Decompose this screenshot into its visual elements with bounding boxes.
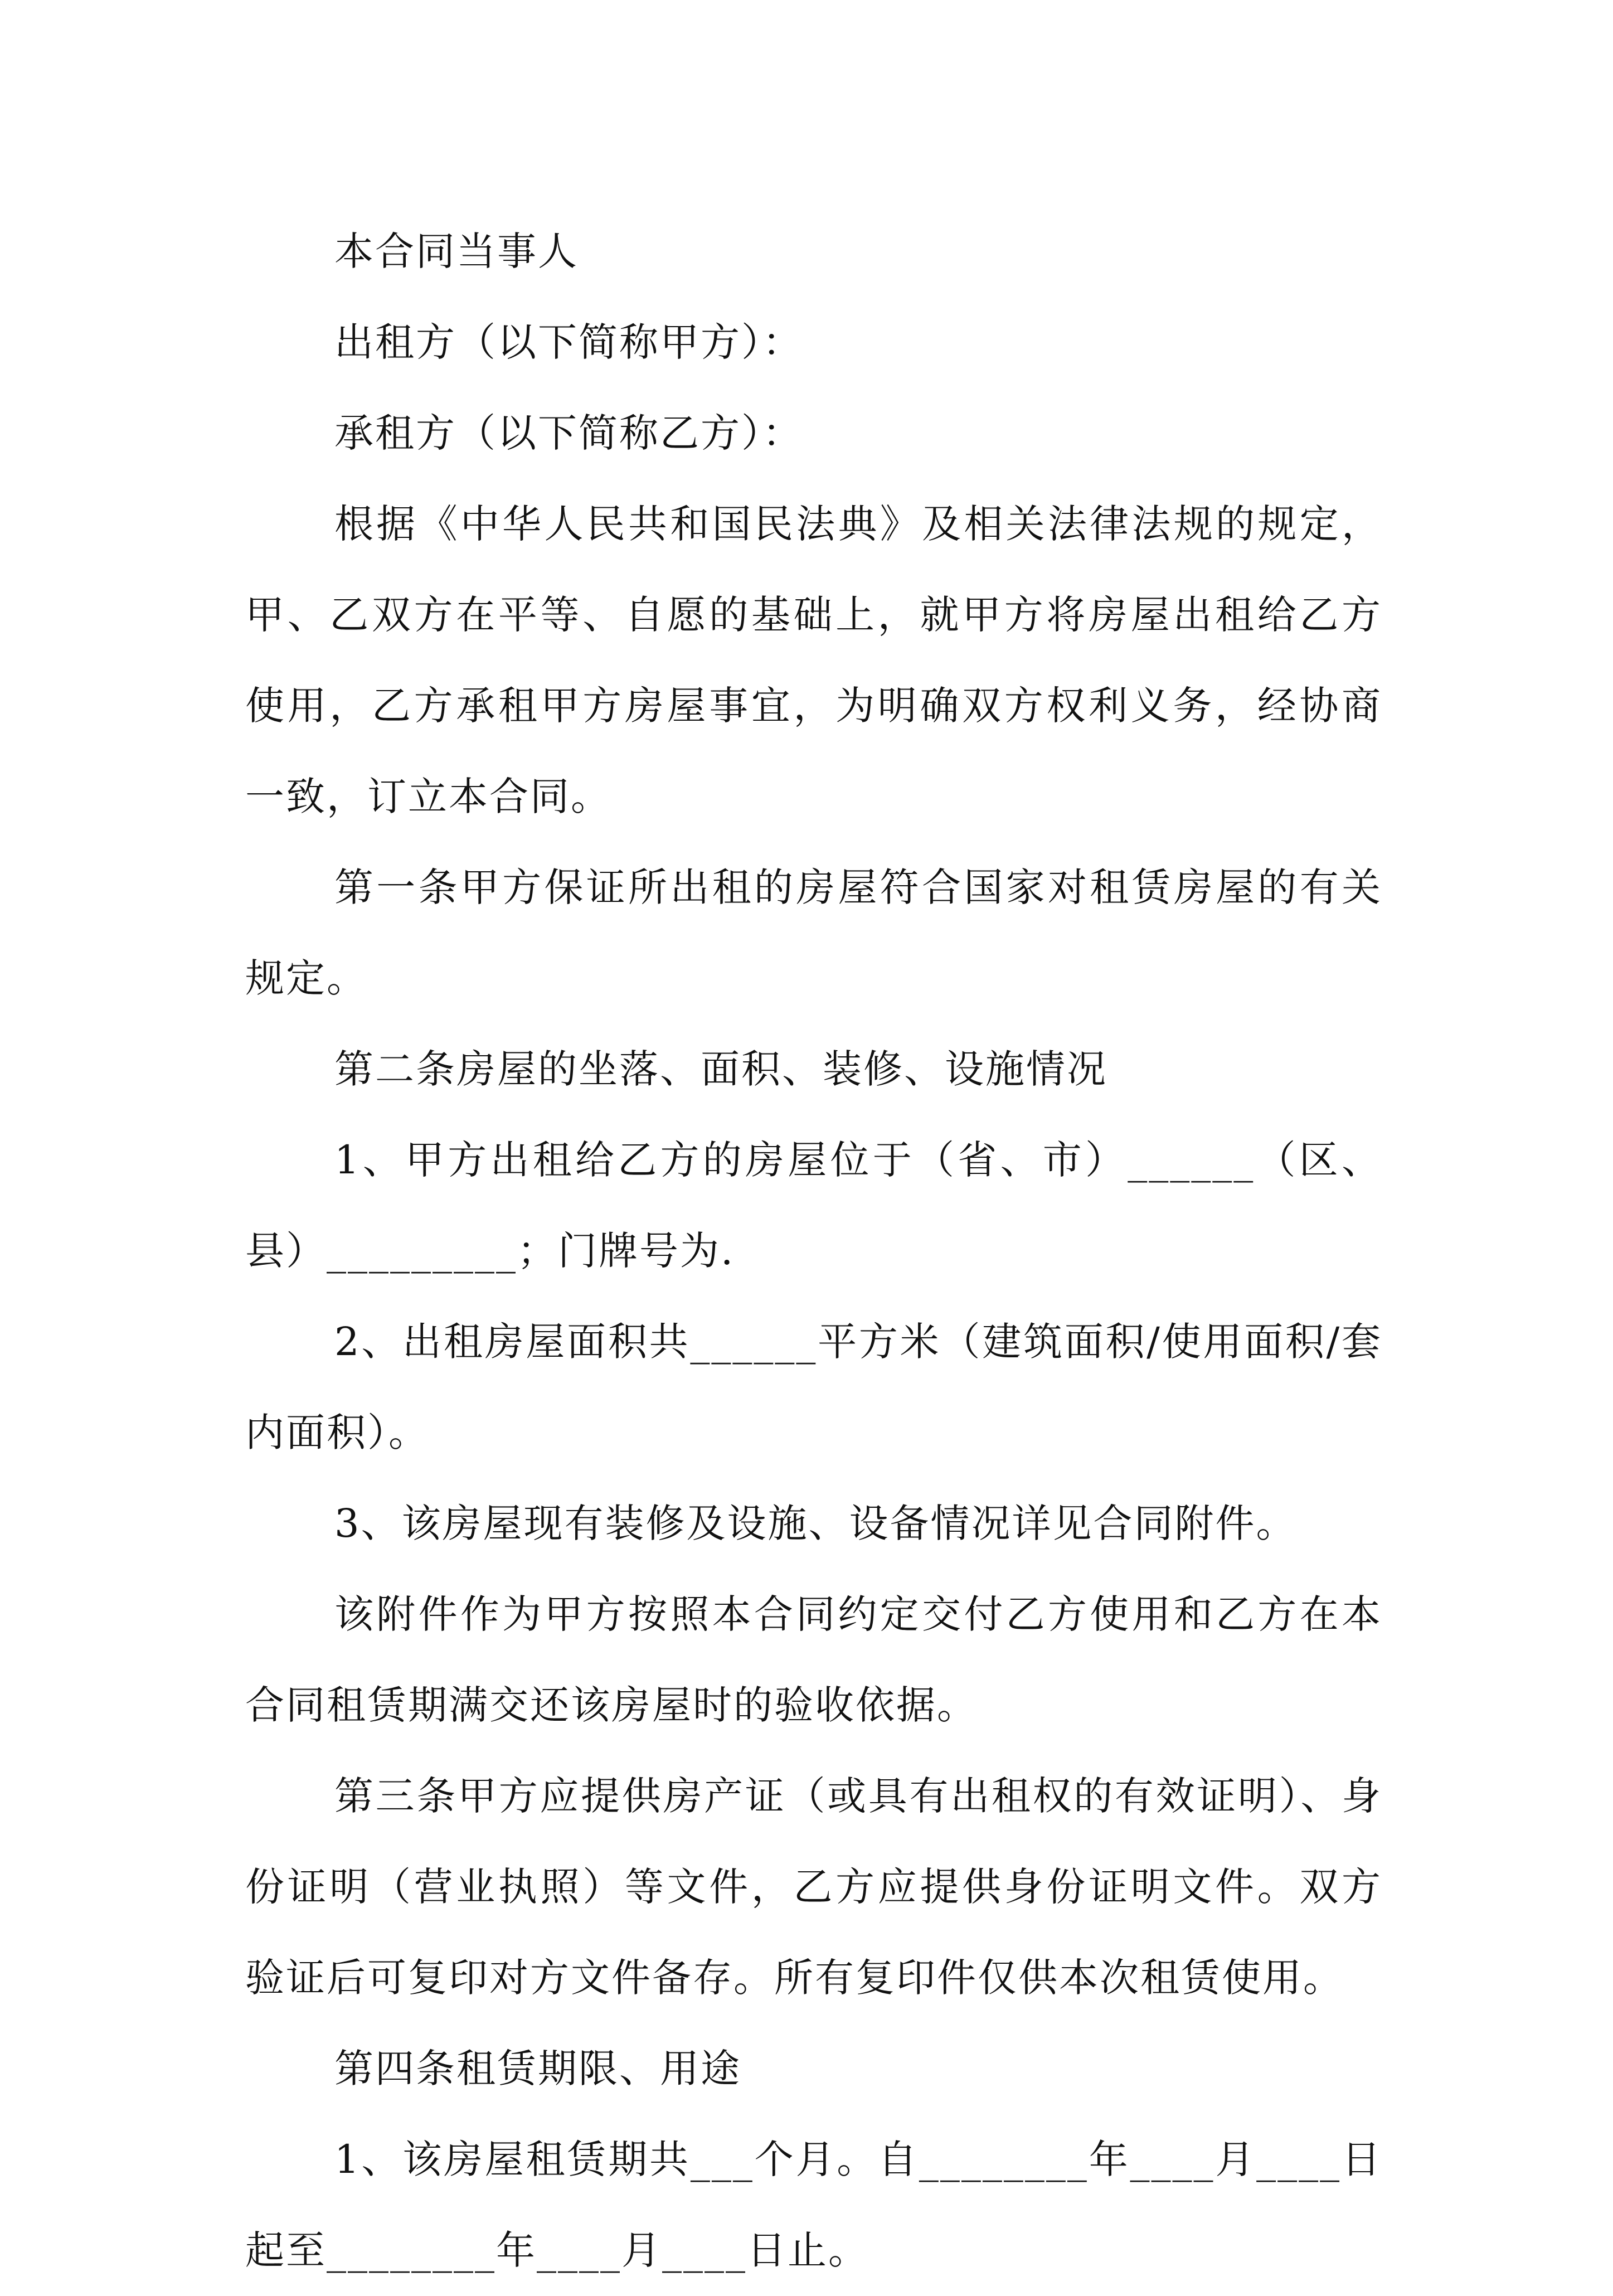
article-2-heading: 第二条房屋的坐落、面积、装修、设施情况 bbox=[334, 1046, 1107, 1092]
contract-parties-heading: 本合同当事人 bbox=[334, 229, 579, 274]
article-2-clause-1: 1、甲方出租给乙方的房屋位于（省、市）______（区、县）_________；门牌号为. bbox=[245, 1137, 1382, 1274]
preamble-paragraph: 根据《中华人民共和国民法典》及相关法律法规的规定，甲、乙双方在平等、自愿的基础上，就甲方将房屋出租给乙方使用，乙方承租甲方房屋事宜，为明确双方权利义务，经协商一致，订立本合同。 bbox=[245, 501, 1382, 819]
lessor-line: 出租方（以下简称甲方）： bbox=[334, 319, 803, 365]
contract-body bbox=[245, 206, 1382, 2296]
article-1: 第一条甲方保证所出租的房屋符合国家对租赁房屋的有关规定。 bbox=[245, 865, 1382, 1001]
attachment-note: 该附件作为甲方按照本合同约定交付乙方使用和乙方在本合同租赁期满交还该房屋时的验收依据。 bbox=[245, 1591, 1382, 1728]
article-2-clause-3: 3、该房屋现有装修及设施、设备情况详见合同附件。 bbox=[334, 1501, 1297, 1546]
article-4-clause-1: 1、该房屋租赁期共___个月。自________年____月____日起至________年____月____日止。 bbox=[245, 2137, 1382, 2273]
lessee-line: 承租方（以下简称乙方）： bbox=[334, 410, 803, 456]
article-4-heading: 第四条租赁期限、用途 bbox=[334, 2046, 741, 2091]
article-3: 第三条甲方应提供房产证（或具有出租权的有效证明）、身份证明（营业执照）等文件，乙方应提供身份证明文件。双方验证后可复印对方文件备存。所有复印件仅供本次租赁使用。 bbox=[245, 1773, 1382, 2001]
article-2-clause-2: 2、出租房屋面积共______平方米（建筑面积/使用面积/套内面积）。 bbox=[245, 1319, 1382, 1455]
